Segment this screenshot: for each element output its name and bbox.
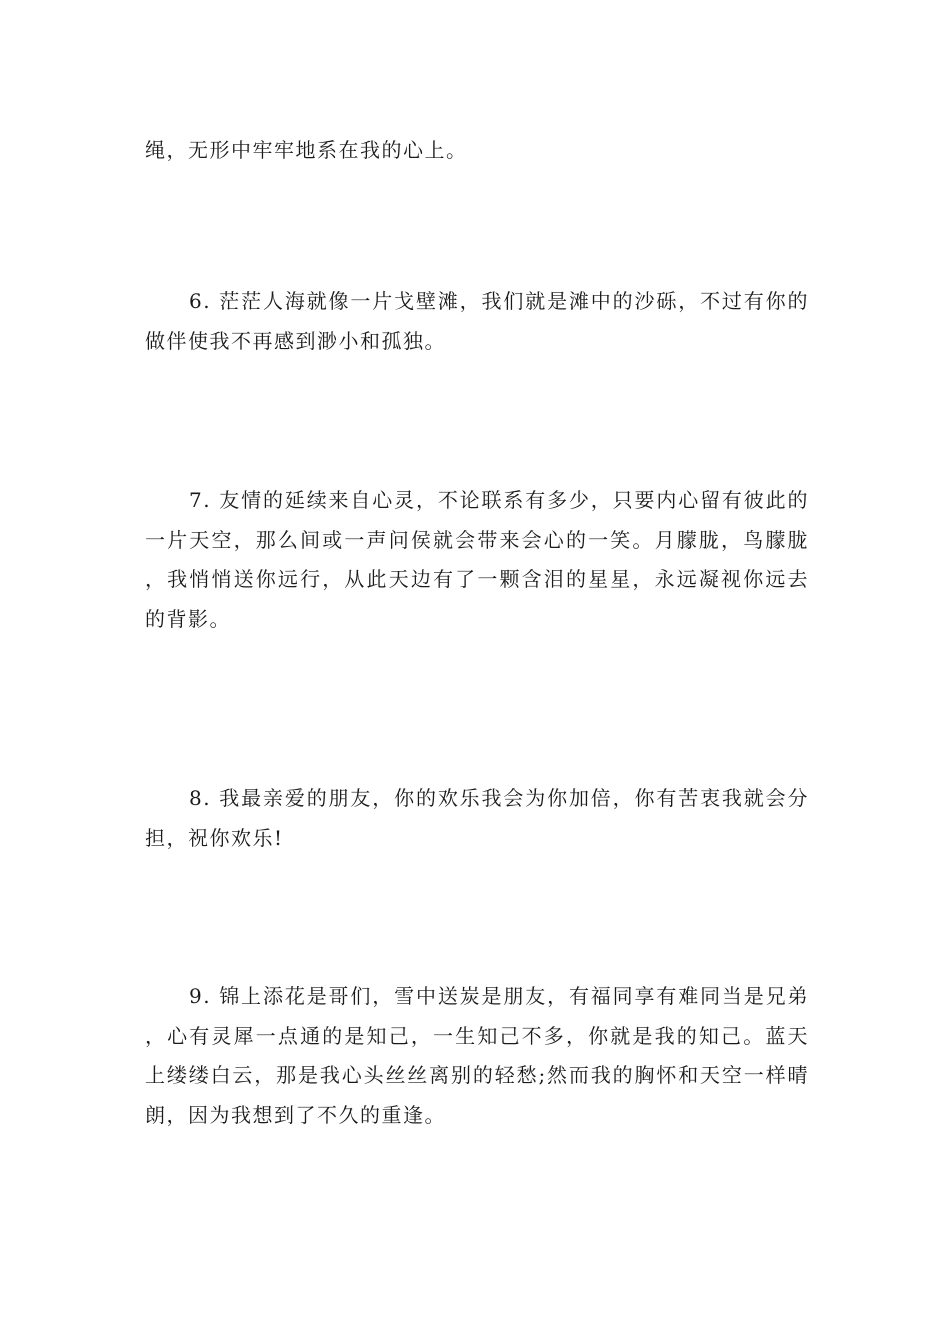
paragraph-item-7: 7. 友情的延续来自心灵，不论联系有多少，只要内心留有彼此的一片天空，那么间或一声问侯就会带来会心的一笑。月朦胧，鸟朦胧，我悄悄送你远行，从此天边有了一颗含泪的星星，永远凝视你远去的背影。 bbox=[145, 488, 809, 631]
paragraph-item-6: 6. 茫茫人海就像一片戈壁滩，我们就是滩中的沙砾，不过有你的做伴使我不再感到渺小和孤独。 bbox=[145, 289, 809, 353]
paragraph-continuation: 绳，无形中牢牢地系在我的心上。 bbox=[145, 138, 468, 162]
paragraph-item-8: 8. 我最亲爱的朋友，你的欢乐我会为你加倍，你有苦衷我就会分担，祝你欢乐! bbox=[145, 786, 809, 850]
paragraph-item-9: 9. 锦上添花是哥们，雪中送炭是朋友，有福同享有难同当是兄弟，心有灵犀一点通的是知己，一生知己不多，你就是我的知己。蓝天上缕缕白云，那是我心头丝丝离别的轻愁;然而我的胸怀和天空一样晴朗，因为我想到了不久的重逢。 bbox=[145, 984, 809, 1127]
